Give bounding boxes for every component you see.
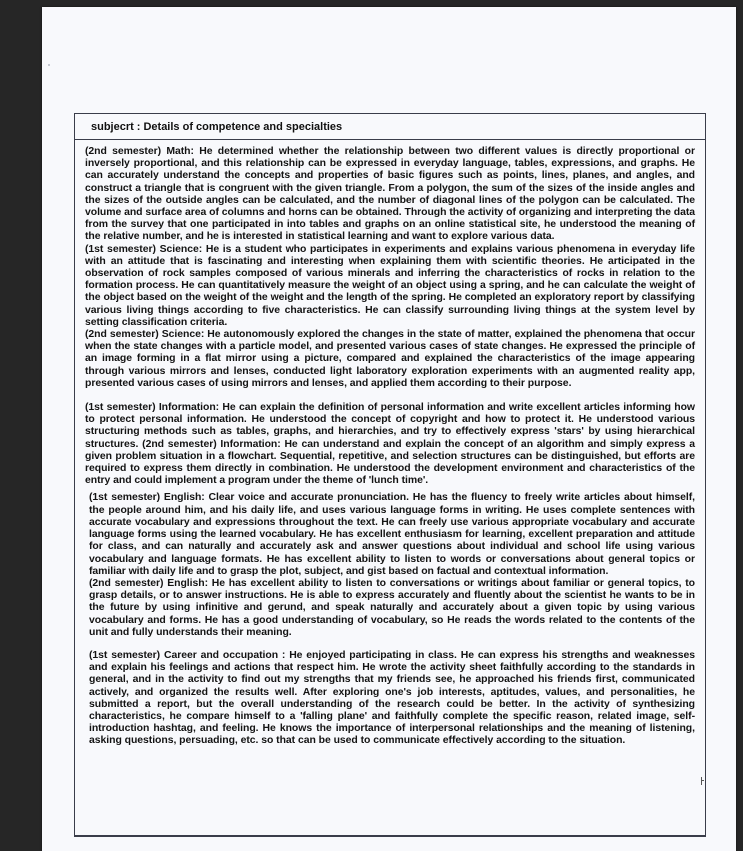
spacer xyxy=(85,390,695,402)
header-text xyxy=(91,121,342,133)
box-body xyxy=(75,140,705,748)
section-science-2nd: (2nd semester) Science: He autonomously explored the changes in the state of matter, explained the phenomena that occur when the state changes with a particle model, and presented various cases of state changes. He expressed the principle of an image forming in a flat mirror using a picture, compared and explained the characteristics of the image appearing through various mirrors and lenses, conducted light laboratory exploration experiments with an augmented reality app, presented various cases of using mirrors and lenses, and applied them according to their purpose. xyxy=(85,329,695,389)
section-math-2nd: (2nd semester) Math: He determined whether the relationship between two different values is directly proportional or inversely proportional, and this relationship can be expressed in everyday language, tables, expressions, and graphs. He can accurately understand the concepts and properties of basic figures such as points, lines, planes, and angles, and construct a triangle that is congruent with the given triangle. From a polygon, the sum of the sizes of the inside angles and the sizes of the outside angles can be calculated, and the number of diagonal lines of the polygon can be calculated. The volume and surface area of columns and horns can be obtained. Through the activity of organizing and interpreting the data from the survey that one participated in into tables and graphs on an online statistical site, he understood the meaning of the relative number, and he is interested in statistical learning and want to explore various data. xyxy=(85,146,695,243)
header-title: Details of competence and specialties xyxy=(143,120,343,133)
box-header xyxy=(75,114,705,140)
spacer xyxy=(85,639,695,650)
section-career-1st: (1st semester) Career and occupation : He enjoyed participating in class. He can express his strengths and weaknesses and explain his feelings and actions that respect him. He wrote the activity sheet faithfully according to the standards in general, and in the activity to find out my strengths that my friends see, he approached his friends first, communicated actively, and organized the results well. After exploring one's job interests, aptitudes, values, and personalities, he submitted a report, but the overall understanding of the research could be better. In the activity of synthesizing characteristics, he compare himself to a 'falling plane' and faithfully complete the specific reason, related image, self-introduction hashtag, and feeling. He knows the importance of interpersonal relationships and the meaning of listening, asking questions, persuading, etc. so that can be used to communicate effectively according to the situation. xyxy=(89,649,695,747)
career-block xyxy=(85,650,695,748)
header-separator: : xyxy=(136,120,141,133)
header-label: subjecrt xyxy=(91,120,134,133)
text-cursor-icon xyxy=(701,777,702,785)
section-information: (1st semester) Information: He can explain the definition of personal information and write excellent articles informing how to protect personal information. He understood the concept of copyright and how to protect it. He understood various structuring methods such as tables, graphs, and hierarchies, and try to effectively express 'stars' by using hierarchical structures. (2nd semester) Information: He can understand and explain the concept of an algorithm and simply express a given problem situation in a flowchart. Sequential, repetitive, and selection structures can be distinguished, but efforts are required to express them directly in combination. He understood the development environment and characteristics of the entry and could implement a program under the theme of 'lunch time'. xyxy=(85,402,695,487)
section-english-2nd: (2nd semester) English: He has excellent ability to listen to conversations or writings about familiar or general topics, to grasp details, or to answer instructions. He is able to express accurately and fluently about the scientist he wants to be in the future by using infinitive and gerund, and speak naturally and accurately about a given topic by using various vocabulary and forms. He has a good understanding of vocabulary, so He reads the words related to the contents of the unit and fully understands their meaning. xyxy=(89,577,695,638)
section-english-1st: (1st semester) English: Clear voice and accurate pronunciation. He has the fluency to freely write articles about himself, the people around him, and his daily life, and uses various language forms in writing. He uses complete sentences with accurate vocabulary and expressions throughout the text. He can freely use various appropriate vocabulary and accurate language forms using the learned vocabulary. He has excellent enthusiasm for learning, excellent preparation and attitude for class, and can naturally and accurately ask and answer questions about individual and school life using various vocabulary and language formats. He has excellent ability to listen to words or conversations about general topics or familiar with daily life and to grasp the plot, subject, and gist based on factual and contextual information. xyxy=(89,492,695,577)
competence-record-box xyxy=(74,113,706,837)
scan-artifact xyxy=(48,64,50,66)
english-block xyxy=(85,492,695,638)
section-science-1st: (1st semester) Science: He is a student who participates in experiments and explains various phenomena in everyday life with an attitude that is fascinating and interesting when explaining them with scientific theories. He articipated in the observation of rock samples composed of various minerals and inferring the characteristics of rocks in relation to the formation process. He can quantitatively measure the weight of an object using a spring, and he can calculate the weight of the object based on the weight of the weight and the length of the spring. He completed an exploratory report by classifying various living things according to five characteristics. He can classify surrounding living things at the system level by setting classification criteria. xyxy=(85,243,695,328)
